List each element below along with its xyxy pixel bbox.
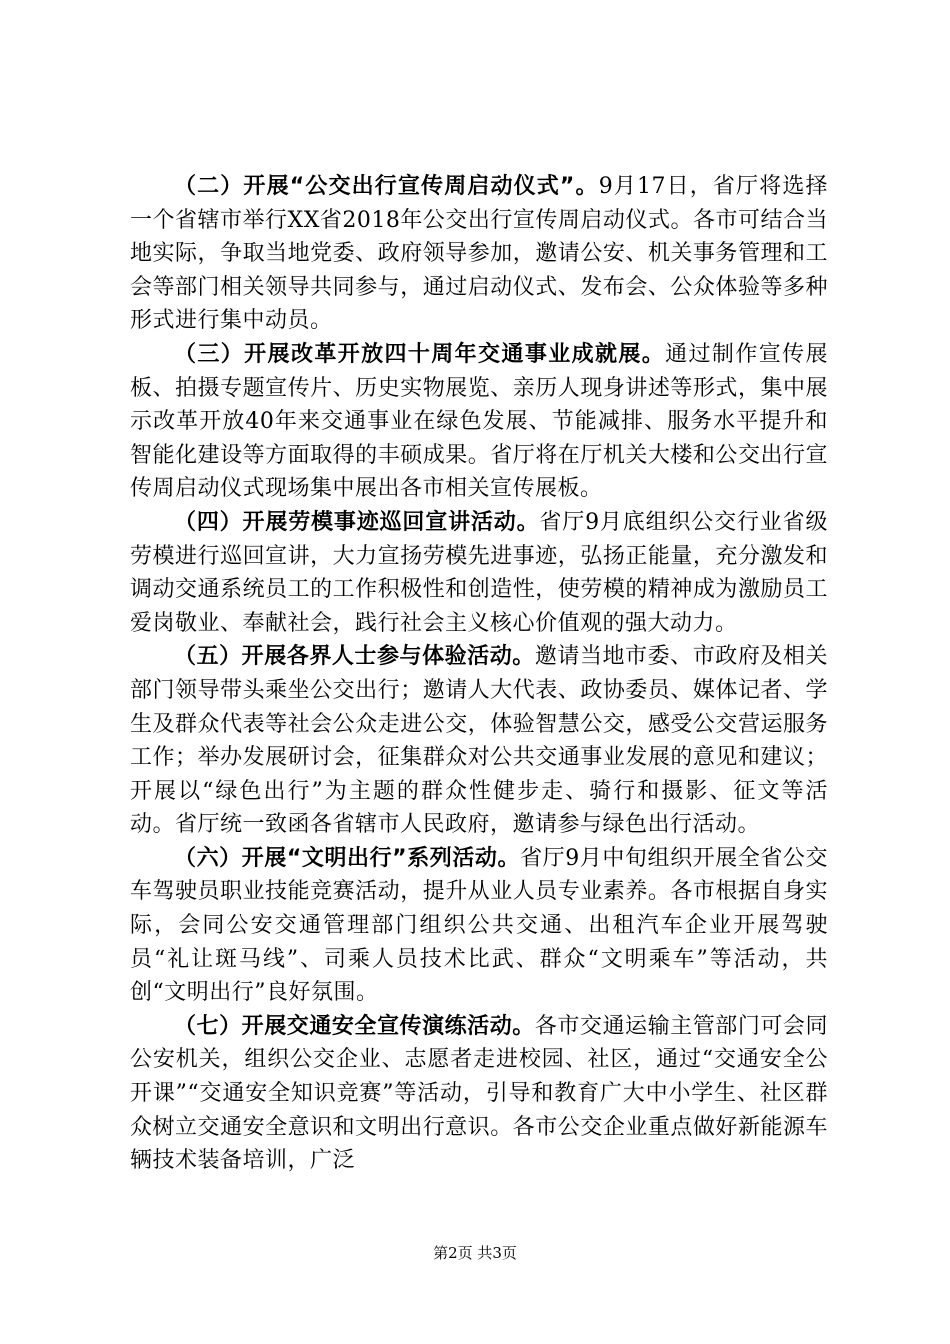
paragraph-7 bbox=[130, 1010, 828, 1178]
paragraph-text: 各市交通运输主管部门可会同公安机关，组织公交企业、志愿者走进校园、社区，通过“交通安全公开课”“交通安全知识竞赛”等活动，引导和教育广大中小学生、社区群众树立交通安全意识和文明出行意识。各市公交企业重点做好新能源车辆技术装备培训，广泛 bbox=[130, 1013, 828, 1174]
document-body bbox=[130, 170, 828, 1178]
paragraph-text: 省厅9月底组织公交行业省级劳模进行巡回宣讲，大力宣扬劳模先进事迹，弘扬正能量，充分激发和调动交通系统员工的工作积极性和创造性，使劳模的精神成为激励员工爱岗敬业、奉献社会，践行社会主义核心价值观的强大动力。 bbox=[130, 509, 828, 636]
paragraph-3 bbox=[130, 338, 828, 506]
paragraph-heading: （二）开展“公交出行宣传周启动仪式”。 bbox=[174, 174, 599, 199]
paragraph-heading: （四）开展劳模事迹巡回宣讲活动。 bbox=[174, 509, 540, 535]
paragraph-text: 邀请当地市委、市政府及相关部门领导带头乘坐公交出行；邀请人大代表、政协委员、媒体记者、学生及群众代表等社会公众走进公交，体验智慧公交，感受公交营运服务工作；举办发展研讨会，征集群众对公共交通事业发展的意见和建议；开展以“绿色出行”为主题的群众性健步走、骑行和摄影、征文等活动。省厅统一致函各省辖市人民政府，邀请参与绿色出行活动。 bbox=[130, 644, 828, 838]
page-footer: 第2页 共3页 bbox=[433, 1244, 517, 1262]
paragraph-text: 通过制作宣传展板、拍摄专题宣传片、历史实物展览、亲历人现身讲述等形式，集中展示改革开放40年来交通事业在绿色发展、节能减排、服务水平提升和智能化建设等方面取得的丰硕成果。省厅将在厅机关大楼和公交出行宣传周启动仪式现场集中展出各市相关宣传展板。 bbox=[130, 341, 828, 502]
paragraph-6 bbox=[130, 842, 828, 1010]
paragraph-heading: （五）开展各界人士参与体验活动。 bbox=[174, 644, 535, 670]
paragraph-text: 省厅9月中旬组织开展全省公交车驾驶员职业技能竞赛活动，提升从业人员专业素养。各市根据自身实际，会同公安交通管理部门组织公共交通、出租汽车企业开展驾驶员“礼让斑马线”、司乘人员技术比武、群众“文明乘车”等活动，共创“文明出行”良好氛围。 bbox=[130, 845, 829, 1006]
paragraph-5 bbox=[130, 640, 828, 842]
paragraph-4 bbox=[130, 506, 828, 640]
paragraph-heading: （三）开展改革开放四十周年交通事业成就展。 bbox=[174, 341, 666, 367]
paragraph-text: 9月17日，省厅将选择一个省辖市举行XX省2018年公交出行宣传周启动仪式。各市可结合当地实际，争取当地党委、政府领导参加，邀请公安、机关事务管理和工会等部门相关领导共同参与，通过启动仪式、发布会、公众体验等多种形式进行集中动员。 bbox=[130, 174, 828, 334]
paragraph-heading: （六）开展“文明出行”系列活动。 bbox=[174, 845, 521, 871]
paragraph-2 bbox=[130, 170, 828, 338]
paragraph-heading: （七）开展交通安全宣传演练活动。 bbox=[174, 1013, 535, 1039]
